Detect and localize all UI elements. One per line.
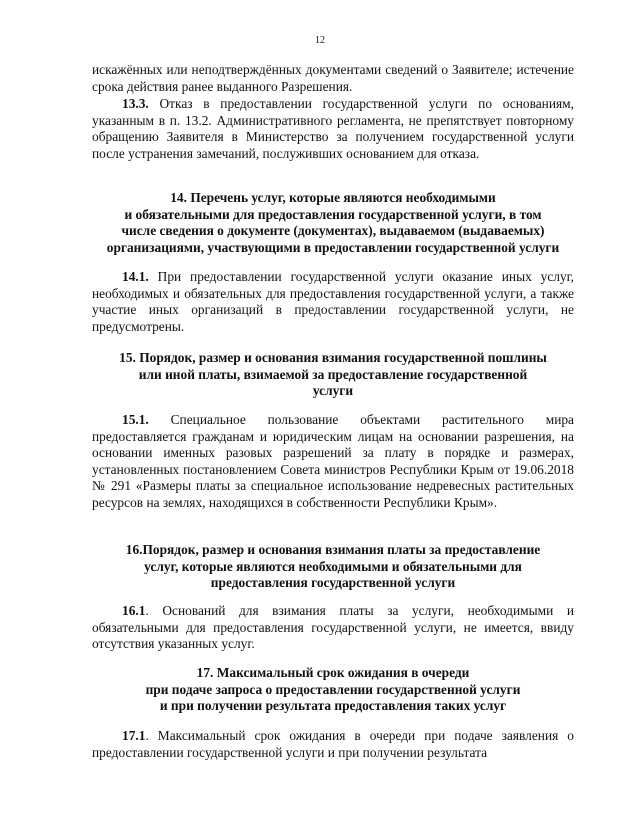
page-number: 12 bbox=[315, 35, 325, 46]
heading-line: услуги bbox=[312, 383, 354, 399]
heading-line: 14. Перечень услуг, которые являются необходимыми bbox=[170, 190, 496, 205]
clause-text: . Максимальный срок ожидания в очереди при подаче заявления о предоставлении государственной услуги и при получении результата bbox=[92, 728, 574, 760]
heading-line: предоставления государственной услуги bbox=[210, 575, 456, 591]
heading-line: 15. Порядок, размер и основания взимания государственной пошлины bbox=[119, 350, 547, 365]
paragraph-17-1 bbox=[92, 728, 574, 761]
heading-line: и обязательными для предоставления государственной услуги, в том bbox=[124, 206, 542, 222]
clause-number: 16.1 bbox=[122, 603, 146, 618]
clause-text: При предоставлении государственной услуги оказание иных услуг, необходимых и обязательных для предоставления государственной услуги, а также участие иных организаций в предоставлении государственной услуги, не предусмотрены. bbox=[92, 269, 574, 334]
clause-number: 14.1. bbox=[122, 269, 149, 284]
clause-number: 17.1 bbox=[122, 728, 146, 743]
heading-line: услуг, которые являются необходимыми и обязательными для bbox=[144, 558, 522, 574]
heading-16 bbox=[92, 542, 574, 592]
heading-line: или иной платы, взимаемой за предоставление государственной bbox=[138, 366, 528, 382]
clause-text: Специальное пользование объектами растительного мира предоставляется гражданам и юридическим лицам на основании разрешения, на основании именных разовых разрешений за плату в порядке и размерах, установленных постановлением Совета министров Республики Крым от 19.06.2018 № 291 «Размеры платы за специальное использование недревесных растительных ресурсов на землях, находящихся в собственности Республики Крым». bbox=[92, 412, 574, 510]
clause-number: 13.3. bbox=[122, 96, 149, 111]
clause-text: Отказ в предоставлении государственной услуги по основаниям, указанным в п. 13.2. Административного регламента, не препятствует повторному обращению Заявителя в Министерство за получением государственной услуги после устранения замечаний, послуживших основанием для отказа. bbox=[92, 96, 574, 161]
heading-line: и при получении результата предоставления таких услуг bbox=[159, 698, 507, 714]
paragraph-13-3 bbox=[92, 96, 574, 162]
heading-line: числе сведения о документе (документах), выдаваемом (выдаваемых) bbox=[121, 223, 545, 239]
heading-14 bbox=[92, 190, 574, 256]
heading-15 bbox=[92, 350, 574, 400]
heading-line: организациями, участвующими в предоставлении государственной услуги bbox=[106, 239, 560, 255]
paragraph-16-1 bbox=[92, 603, 574, 653]
heading-17 bbox=[92, 665, 574, 715]
clause-text: . Оснований для взимания платы за услуги, необходимыми и обязательными для предоставления государственной услуги, не имеется, ввиду отсутствия указанных услуг. bbox=[92, 603, 574, 652]
heading-line: 17. Максимальный срок ожидания в очереди bbox=[196, 665, 470, 680]
paragraph-continuation: искажённых или неподтверждённых документами сведений о Заявителе; истечение срока действия ранее выданного Разрешения. bbox=[92, 62, 574, 94]
clause-number: 15.1. bbox=[122, 412, 149, 427]
heading-line: при подаче запроса о предоставлении государственной услуги bbox=[145, 681, 521, 697]
paragraph-15-1 bbox=[92, 412, 574, 512]
heading-line: 16.Порядок, размер и основания взимания платы за предоставление bbox=[125, 542, 541, 557]
paragraph-14-1 bbox=[92, 269, 574, 335]
